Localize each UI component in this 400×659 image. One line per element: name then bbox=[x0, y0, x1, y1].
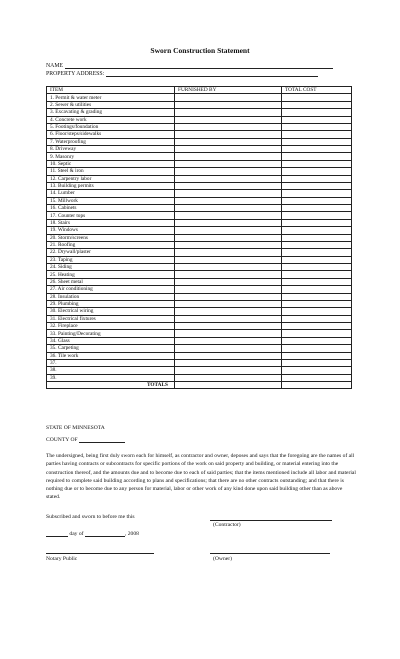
table-row bbox=[47, 352, 352, 359]
table-row bbox=[47, 160, 352, 167]
table-row bbox=[47, 249, 352, 256]
table-row bbox=[47, 197, 352, 204]
total-cost-cell[interactable] bbox=[282, 109, 352, 116]
total-cost-cell[interactable] bbox=[282, 249, 352, 256]
subscribed-text: Subscribed and sworn to before me this bbox=[46, 514, 135, 520]
table-body bbox=[47, 94, 352, 389]
total-cost-cell[interactable] bbox=[282, 153, 352, 160]
table-row bbox=[47, 315, 352, 322]
sworn-statement-paragraph: The undersigned, being first duly sworn each for himself, as contractor and owner, deposes and says that the foregoing are the names of all parties having contracts or subcontracts for specific portions of the work on said property and building, or material entering into the construction thereof, and the amounts due and to become due to each of said parties; that the items mentioned include all labor and material required to complete said building according to plans and specifications; that there are no other contracts outstanding; and that there is nothing due or to become due to any person for material, labor or other work of any kind done upon said building other than as above stated. bbox=[46, 453, 356, 501]
table-row bbox=[47, 278, 352, 285]
item-cell: 7. Waterproofing bbox=[47, 138, 175, 145]
table-row bbox=[47, 293, 352, 300]
county-label: COUNTY OF bbox=[46, 437, 78, 443]
form-title: Sworn Construction Statement bbox=[150, 46, 250, 55]
item-cell: 8. Driveway bbox=[47, 146, 175, 153]
county-field bbox=[46, 437, 125, 443]
total-cost-cell[interactable] bbox=[282, 271, 352, 278]
item-cell: 2. Sewer & utilities bbox=[47, 101, 175, 108]
property-address-field bbox=[46, 71, 318, 77]
total-cost-cell[interactable] bbox=[282, 190, 352, 197]
furnished-by-cell[interactable] bbox=[175, 241, 282, 248]
furnished-by-cell[interactable] bbox=[175, 205, 282, 212]
item-cell: 26. Sheet metal bbox=[47, 278, 175, 285]
furnished-by-cell[interactable] bbox=[175, 286, 282, 293]
item-cell: 28. Insulation bbox=[47, 293, 175, 300]
total-cost-cell[interactable] bbox=[282, 212, 352, 219]
item-cell: 30. Electrical wiring bbox=[47, 308, 175, 315]
day-input-line[interactable] bbox=[46, 531, 68, 537]
item-cell: 16. Cabinets bbox=[47, 205, 175, 212]
table-row bbox=[47, 116, 352, 123]
header-total-cost: TOTAL COST bbox=[282, 87, 352, 94]
total-cost-cell[interactable] bbox=[282, 219, 352, 226]
furnished-by-cell[interactable] bbox=[175, 138, 282, 145]
total-cost-cell[interactable] bbox=[282, 323, 352, 330]
furnished-by-cell[interactable] bbox=[175, 227, 282, 234]
table-row bbox=[47, 146, 352, 153]
total-cost-cell[interactable] bbox=[282, 300, 352, 307]
furnished-by-cell[interactable] bbox=[175, 94, 282, 101]
furnished-by-cell[interactable] bbox=[175, 131, 282, 138]
total-cost-cell[interactable] bbox=[282, 367, 352, 374]
name-label: NAME bbox=[46, 63, 64, 69]
table-row bbox=[47, 359, 352, 366]
furnished-by-cell[interactable] bbox=[175, 308, 282, 315]
table-row bbox=[47, 300, 352, 307]
total-cost-cell[interactable] bbox=[282, 330, 352, 337]
total-cost-cell[interactable] bbox=[282, 146, 352, 153]
table-row bbox=[47, 330, 352, 337]
total-cost-cell[interactable] bbox=[282, 131, 352, 138]
furnished-by-cell[interactable] bbox=[175, 153, 282, 160]
total-cost-cell[interactable] bbox=[282, 205, 352, 212]
item-cell: 21. Roofing bbox=[47, 241, 175, 248]
furnished-by-cell[interactable] bbox=[175, 249, 282, 256]
furnished-by-cell[interactable] bbox=[175, 352, 282, 359]
year-label: , 2008 bbox=[124, 531, 139, 537]
item-cell: 33. Painting/Decorating bbox=[47, 330, 175, 337]
table-header-row bbox=[47, 87, 352, 94]
table-row bbox=[47, 337, 352, 344]
total-cost-cell[interactable] bbox=[282, 116, 352, 123]
total-cost-cell[interactable] bbox=[282, 359, 352, 366]
total-cost-cell[interactable] bbox=[282, 123, 352, 130]
item-cell: 9. Masonry bbox=[47, 153, 175, 160]
total-cost-cell[interactable] bbox=[282, 278, 352, 285]
name-input-line[interactable] bbox=[65, 63, 333, 69]
table-row bbox=[47, 271, 352, 278]
furnished-by-cell[interactable] bbox=[175, 323, 282, 330]
total-cost-cell[interactable] bbox=[282, 168, 352, 175]
table-row bbox=[47, 286, 352, 293]
item-cell: 11. Steel & iron bbox=[47, 168, 175, 175]
furnished-by-cell[interactable] bbox=[175, 271, 282, 278]
owner-signature-line[interactable] bbox=[210, 553, 330, 554]
contractor-signature-line[interactable] bbox=[210, 520, 332, 521]
table-row bbox=[47, 138, 352, 145]
table-row bbox=[47, 227, 352, 234]
total-cost-cell[interactable] bbox=[282, 138, 352, 145]
table-row bbox=[47, 264, 352, 271]
item-cell: 22. Drywall/plaster bbox=[47, 249, 175, 256]
table-row bbox=[47, 256, 352, 263]
table-row bbox=[47, 175, 352, 182]
furnished-by-cell[interactable] bbox=[175, 219, 282, 226]
item-cell: 3. Excavating & grading bbox=[47, 109, 175, 116]
furnished-by-cell[interactable] bbox=[175, 234, 282, 241]
item-cell: 12. Carpentry labor bbox=[47, 175, 175, 182]
total-cost-cell[interactable] bbox=[282, 101, 352, 108]
contractor-label: (Contractor) bbox=[213, 522, 241, 528]
furnished-by-cell[interactable] bbox=[175, 359, 282, 366]
table-row bbox=[47, 367, 352, 374]
total-cost-cell[interactable] bbox=[282, 182, 352, 189]
total-cost-cell[interactable] bbox=[282, 352, 352, 359]
table-row bbox=[47, 205, 352, 212]
item-cell: 1. Permit & water meter bbox=[47, 94, 175, 101]
header-item: ITEM bbox=[47, 87, 175, 94]
table-row bbox=[47, 153, 352, 160]
item-cell: 24. Siding bbox=[47, 264, 175, 271]
item-cell: 18. Stairs bbox=[47, 219, 175, 226]
total-cost-cell[interactable] bbox=[282, 264, 352, 271]
table-row bbox=[47, 190, 352, 197]
item-cell: 39. bbox=[47, 374, 175, 381]
furnished-by-cell[interactable] bbox=[175, 182, 282, 189]
item-cell: 32. Fireplace bbox=[47, 323, 175, 330]
furnished-by-cell[interactable] bbox=[175, 293, 282, 300]
total-cost-cell[interactable] bbox=[282, 374, 352, 381]
item-cell: 35. Carpeting bbox=[47, 345, 175, 352]
furnished-by-cell[interactable] bbox=[175, 367, 282, 374]
table-row bbox=[47, 109, 352, 116]
furnished-by-cell[interactable] bbox=[175, 116, 282, 123]
totals-furnished-cell bbox=[175, 382, 282, 389]
item-cell: 6. Floor/steps/sidewalks bbox=[47, 131, 175, 138]
item-cell: 10. Septic bbox=[47, 160, 175, 167]
furnished-by-cell[interactable] bbox=[175, 212, 282, 219]
furnished-by-cell[interactable] bbox=[175, 330, 282, 337]
county-input-line[interactable] bbox=[79, 437, 125, 443]
total-cost-cell[interactable] bbox=[282, 160, 352, 167]
furnished-by-cell[interactable] bbox=[175, 278, 282, 285]
furnished-by-cell[interactable] bbox=[175, 337, 282, 344]
furnished-by-cell[interactable] bbox=[175, 160, 282, 167]
total-cost-cell[interactable] bbox=[282, 175, 352, 182]
item-cell: 13. Building permits bbox=[47, 182, 175, 189]
table-row bbox=[47, 123, 352, 130]
state-line: STATE OF MINNESOTA bbox=[46, 425, 105, 431]
total-cost-cell[interactable] bbox=[282, 315, 352, 322]
header-furnished-by: FURNISHED BY bbox=[175, 87, 282, 94]
item-cell: 29. Plumbing bbox=[47, 300, 175, 307]
furnished-by-cell[interactable] bbox=[175, 315, 282, 322]
furnished-by-cell[interactable] bbox=[175, 345, 282, 352]
total-cost-cell[interactable] bbox=[282, 286, 352, 293]
month-input-line[interactable] bbox=[85, 531, 125, 537]
table-row bbox=[47, 182, 352, 189]
table-row bbox=[47, 323, 352, 330]
total-cost-cell[interactable] bbox=[282, 337, 352, 344]
total-cost-cell[interactable] bbox=[282, 94, 352, 101]
totals-row bbox=[47, 382, 352, 389]
furnished-by-cell[interactable] bbox=[175, 190, 282, 197]
table-row bbox=[47, 101, 352, 108]
item-cell: 31. Electrical fixtures bbox=[47, 315, 175, 322]
table-row bbox=[47, 241, 352, 248]
item-cell: 37. bbox=[47, 359, 175, 366]
table-row bbox=[47, 94, 352, 101]
table-row bbox=[47, 308, 352, 315]
furnished-by-cell[interactable] bbox=[175, 123, 282, 130]
item-cell: 14. Lumber bbox=[47, 190, 175, 197]
item-cell: 17. Counter tops bbox=[47, 212, 175, 219]
table-row bbox=[47, 131, 352, 138]
furnished-by-cell[interactable] bbox=[175, 168, 282, 175]
total-cost-cell[interactable] bbox=[282, 227, 352, 234]
furnished-by-cell[interactable] bbox=[175, 374, 282, 381]
furnished-by-cell[interactable] bbox=[175, 264, 282, 271]
table-row bbox=[47, 168, 352, 175]
furnished-by-cell[interactable] bbox=[175, 300, 282, 307]
total-cost-cell[interactable] bbox=[282, 256, 352, 263]
furnished-by-cell[interactable] bbox=[175, 256, 282, 263]
owner-label: (Owner) bbox=[213, 556, 232, 562]
item-cell: 15. Millwork bbox=[47, 197, 175, 204]
item-cell: 36. Tile work bbox=[47, 352, 175, 359]
total-cost-cell[interactable] bbox=[282, 308, 352, 315]
total-cost-cell[interactable] bbox=[282, 241, 352, 248]
item-cell: 20. Storm/screens bbox=[47, 234, 175, 241]
item-cell: 27. Air conditioning bbox=[47, 286, 175, 293]
totals-label: TOTALS bbox=[47, 382, 175, 389]
notary-signature-line[interactable] bbox=[46, 553, 154, 554]
item-cell: 34. Glass bbox=[47, 337, 175, 344]
notary-label: Notary Public bbox=[46, 556, 78, 562]
furnished-by-cell[interactable] bbox=[175, 101, 282, 108]
furnished-by-cell[interactable] bbox=[175, 197, 282, 204]
furnished-by-cell[interactable] bbox=[175, 109, 282, 116]
property-address-label: PROPERTY ADDRESS: bbox=[46, 71, 105, 77]
table-row bbox=[47, 234, 352, 241]
name-field bbox=[46, 63, 333, 69]
total-cost-cell[interactable] bbox=[282, 234, 352, 241]
item-cell: 4. Concrete work bbox=[47, 116, 175, 123]
property-address-input-line[interactable] bbox=[106, 71, 318, 77]
table-row bbox=[47, 219, 352, 226]
totals-cost-cell[interactable] bbox=[282, 382, 352, 389]
item-cell: 38. bbox=[47, 367, 175, 374]
furnished-by-cell[interactable] bbox=[175, 146, 282, 153]
furnished-by-cell[interactable] bbox=[175, 175, 282, 182]
table-row bbox=[47, 345, 352, 352]
item-cell: 19. Windows bbox=[47, 227, 175, 234]
table-row bbox=[47, 374, 352, 381]
item-cell: 23. Taping bbox=[47, 256, 175, 263]
date-field bbox=[46, 531, 139, 537]
total-cost-cell[interactable] bbox=[282, 293, 352, 300]
total-cost-cell[interactable] bbox=[282, 345, 352, 352]
cost-table bbox=[46, 86, 352, 389]
day-of-label: day of bbox=[69, 531, 84, 537]
total-cost-cell[interactable] bbox=[282, 197, 352, 204]
item-cell: 25. Heating bbox=[47, 271, 175, 278]
item-cell: 5. Footings/foundation bbox=[47, 123, 175, 130]
table-row bbox=[47, 212, 352, 219]
